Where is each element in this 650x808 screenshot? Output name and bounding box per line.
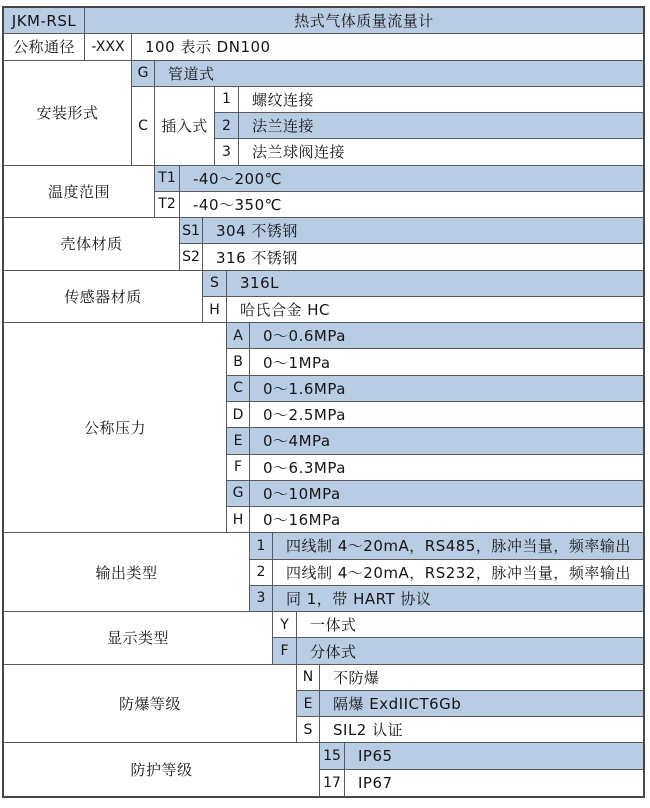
pressure-option-desc: 0～1MPa <box>250 349 643 375</box>
protection-option-code: 17 <box>320 770 345 796</box>
pressure-label: 公称压力 <box>4 323 227 533</box>
product-title: 热式气体质量流量计 <box>85 8 643 34</box>
pressure-option-desc: 0～4MPa <box>250 428 643 454</box>
output-label: 输出类型 <box>4 533 250 612</box>
temperature-option-code: T1 <box>155 166 180 192</box>
protection-label: 防护等级 <box>4 743 320 796</box>
sensor-option-code: S <box>203 271 227 297</box>
housing-option-code: S2 <box>180 244 203 270</box>
pressure-option-code: C <box>227 376 250 402</box>
install-pipe-code: G <box>132 61 155 87</box>
housing-option-desc: 304 不锈钢 <box>203 218 643 244</box>
protection-option-desc: IP65 <box>345 743 643 769</box>
install-option-desc: 法兰球阀连接 <box>239 139 643 165</box>
pressure-option-code: A <box>227 323 250 349</box>
model-code-cell: JKM-RSL <box>4 8 85 34</box>
temperature-option-code: T2 <box>155 192 180 218</box>
explosion-option-desc: SIL2 认证 <box>320 717 643 743</box>
install-option-code: 2 <box>215 113 239 139</box>
pressure-option-code: E <box>227 428 250 454</box>
pressure-option-desc: 0～1.6MPa <box>250 376 643 402</box>
sensor-option-code: H <box>203 297 227 323</box>
install-label: 安装形式 <box>4 61 132 166</box>
output-option-code: 2 <box>250 560 273 586</box>
install-option-desc: 法兰连接 <box>239 113 643 139</box>
housing-label: 壳体材质 <box>4 218 180 271</box>
explosion-option-desc: 不防爆 <box>320 665 643 691</box>
install-insert-label: 插入式 <box>155 87 215 166</box>
display-option-desc: 分体式 <box>297 638 643 664</box>
pressure-option-desc: 0～6.3MPa <box>250 455 643 481</box>
pressure-option-desc: 0～0.6MPa <box>250 323 643 349</box>
explosion-option-desc: 隔爆 ExdIICT6Gb <box>320 691 643 717</box>
output-option-desc: 四线制 4～20mA，RS485，脉冲当量，频率输出 <box>273 533 643 559</box>
install-option-code: 1 <box>215 87 239 113</box>
protection-option-desc: IP67 <box>358 773 393 792</box>
housing-option-desc: 316 不锈钢 <box>203 244 643 270</box>
pressure-option-code: B <box>227 349 250 375</box>
sensor-option-desc: 316L <box>227 271 643 297</box>
diameter-label: 公称通径 <box>4 34 85 60</box>
output-option-desc: 四线制 4～20mA，RS232，脉冲当量，频率输出 <box>273 560 643 586</box>
explosion-option-code: N <box>297 665 320 691</box>
pressure-option-desc: 0～16MPa <box>250 507 643 533</box>
temperature-option-desc: -40～200℃ <box>180 166 643 192</box>
output-option-code: 3 <box>250 586 273 612</box>
sensor-option-desc: 哈氏合金 HC <box>227 297 643 323</box>
display-option-code: F <box>273 638 297 664</box>
display-label: 显示类型 <box>4 612 273 665</box>
pressure-option-code: D <box>227 402 250 428</box>
explosion-label: 防爆等级 <box>4 665 297 744</box>
install-option-desc: 螺纹连接 <box>239 87 643 113</box>
sensor-label: 传感器材质 <box>4 271 203 324</box>
diameter-desc: 100 表示 DN100 <box>132 34 643 60</box>
protection-option-code: 15 <box>320 743 345 769</box>
display-option-code: Y <box>273 612 297 638</box>
install-pipe-desc: 管道式 <box>155 61 643 87</box>
display-option-desc: 一体式 <box>297 612 643 638</box>
pressure-option-desc: 0～2.5MPa <box>250 402 643 428</box>
install-insert-code: C <box>132 87 155 166</box>
housing-option-code: S1 <box>180 218 203 244</box>
output-option-code: 1 <box>250 533 273 559</box>
output-option-desc: 同 1，带 HART 协议 <box>273 586 643 612</box>
pressure-option-code: G <box>227 481 250 507</box>
temperature-label: 温度范围 <box>4 166 155 219</box>
explosion-option-code: S <box>297 717 320 743</box>
model-selection-table <box>2 6 645 798</box>
diameter-code: -XXX <box>85 34 132 60</box>
pressure-option-code: F <box>227 455 250 481</box>
pressure-option-code: H <box>227 507 250 533</box>
pressure-option-desc: 0～10MPa <box>250 481 643 507</box>
temperature-option-desc: -40～350℃ <box>180 192 643 218</box>
explosion-option-code: E <box>297 691 320 717</box>
install-option-code: 3 <box>215 139 239 165</box>
